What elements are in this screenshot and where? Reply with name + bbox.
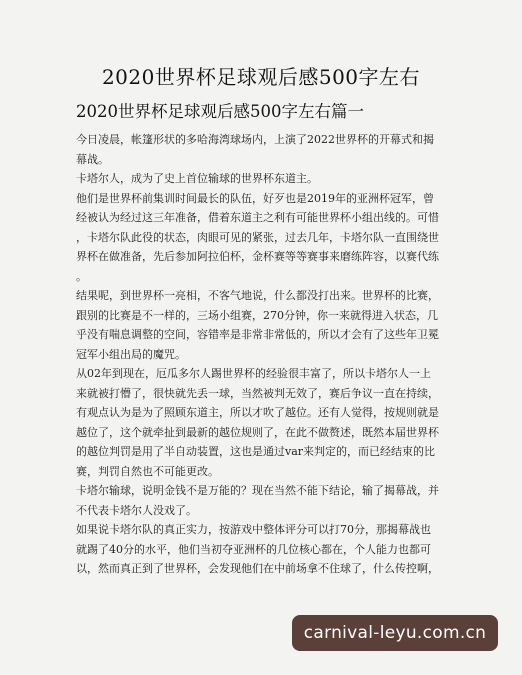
text-line: 不代表卡塔尔人没戏了。	[76, 503, 197, 517]
section-heading: 2020世界杯足球观后感500字左右篇一	[76, 102, 364, 121]
text-line: 来就被打懵了，很快就先丢一球，当然被判无效了，赛后争议一直在持续，	[76, 386, 439, 400]
text-line: 乎没有喘息调整的空间，容错率是非常非常低的，所以才会有了这些年卫冕	[76, 328, 439, 341]
text-line: 幕战。	[76, 152, 109, 166]
text-line: 卡塔尔输球，说明金钱不是万能的？现在当然不能下结论，输了揭幕战，并	[76, 484, 439, 497]
document-title: 2020世界杯足球观后感500字左右	[101, 65, 421, 89]
text-line: 的越位判罚是用了半自动装置，这也是通过var来判定的，而已经结束的比	[76, 445, 436, 458]
text-line: 他们是世界杯前集训时间最长的队伍，好歹也是2019年的亚洲杯冠军，曾	[76, 191, 434, 205]
text-line: 经被认为经过这三年准备，借着东道主之利有可能世界杯小组出线的。可惜	[76, 211, 439, 224]
text-line: 冠军小组出局的魔咒。	[76, 347, 186, 361]
text-line: 界杯在做准备，先后参加阿拉伯杯，金杯赛等等赛事来磨练阵容，以赛代练	[76, 250, 439, 263]
text-line: 。	[76, 269, 87, 283]
text-line: ，卡塔尔队此役的状态，肉眼可见的紧张，过去几年，卡塔尔队一直围绕世	[76, 230, 439, 244]
watermark-badge: carnival-leyu.com.cn	[292, 615, 498, 651]
text-line: 今日凌晨，帐篷形状的多哈海湾球场内，上演了2022世界杯的开幕式和揭	[76, 133, 434, 146]
text-line: 卡塔尔人，成为了史上首位输球的世界杯东道主。	[76, 172, 318, 185]
text-line: 从02年到现在，厄瓜多尔人踢世界杯的经验很丰富了，所以卡塔尔人一上	[76, 367, 431, 380]
text-line: 以，然而真正到了世界杯，会发现他们在中前场拿不住球了，什么传控啊，	[76, 562, 439, 575]
text-line: 如果说卡塔尔队的真正实力，按游戏中整体评分可以打70分，那揭幕战也	[76, 523, 431, 536]
text-line: 赛，判罚自然也不可能更改。	[76, 464, 219, 478]
text-line: 结果呢，到世界杯一亮相，不客气地说，什么都没打出来。世界杯的比赛，	[76, 289, 439, 302]
text-line: 有观点认为是为了照顾东道主，所以才吹了越位。还有人觉得，按规则就是	[76, 406, 439, 419]
text-line: 跟别的比赛是不一样的，三场小组赛，270分钟，你一来就得进入状态，几	[76, 308, 438, 322]
text-line: 越位了，这个就牵扯到最新的越位规则了，在此不做赘述，既然本届世界杯	[76, 425, 439, 439]
text-line: 就踢了40分的水平，他们当初夺亚洲杯的几位核心都在，个人能力也都可	[76, 542, 431, 556]
article-body	[76, 130, 456, 579]
